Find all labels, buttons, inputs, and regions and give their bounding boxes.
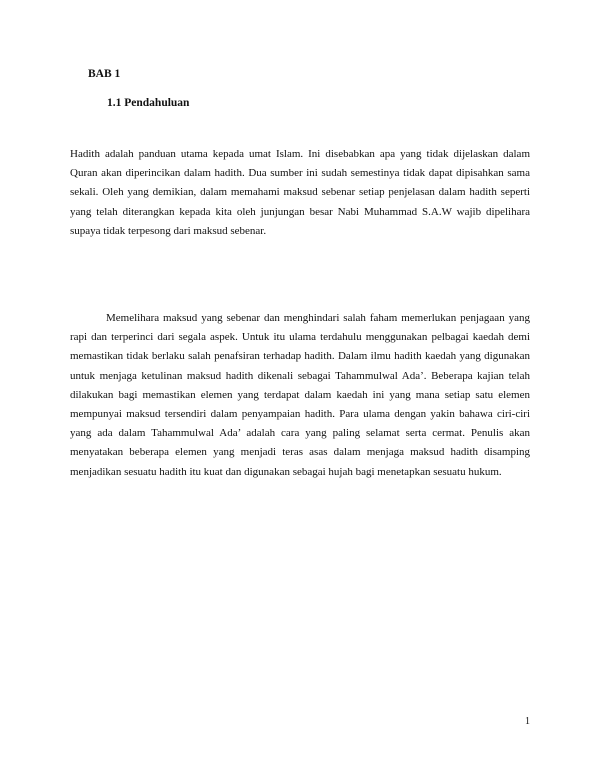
page-number: 1 [525,716,530,727]
paragraph-2: Memelihara maksud yang sebenar dan menghindari salah faham memerlukan penjagaan yang rapi dan terperinci dari segala aspek. Untuk itu ulama terdahulu menggunakan pelbagai kaedah demi memastikan tidak berlaku salah penafsiran terhadap hadith. Dalam ilmu hadith kaedah yang digunakan untuk menjaga ketulinan maksud hadith dikenali sebagai Tahammulwal Ada’. Beberapa kajian telah dilakukan bagi memastikan elemen yang terdapat dalam kaedah ini yang mana setiap satu elemen mempunyai maksud tersendiri dalam penyampaian hadith. Para ulama dengan yakin bahawa ciri-ciri yang ada dalam Tahammulwal Ada’ adalah cara yang paling selamat serta cermat. Penulis akan menyatakan beberapa elemen yang menjadi teras asas dalam menjaga maksud hadith disamping menjadikan sesuatu hadith itu kuat dan digunakan sebagai hujah bagi menetapkan sesuatu hukum. [70,312,530,478]
paragraph-1: Hadith adalah panduan utama kepada umat Islam. Ini disebabkan apa yang tidak dijelaskan dalam Quran akan diperincikan dalam hadith. Dua sumber ini sudah semestinya tidak dapat dipisahkan sama sekali. Oleh yang demikian, dalam memahami maksud sebenar setiap penjelasan dalam hadith seperti yang telah diterangkan kepada kita oleh junjungan besar Nabi Muhammad S.A.W wajib dipelihara supaya tidak terpesong dari maksud sebenar. [70,148,530,237]
section-heading: 1.1 Pendahuluan [107,97,190,109]
chapter-heading: BAB 1 [88,68,121,80]
